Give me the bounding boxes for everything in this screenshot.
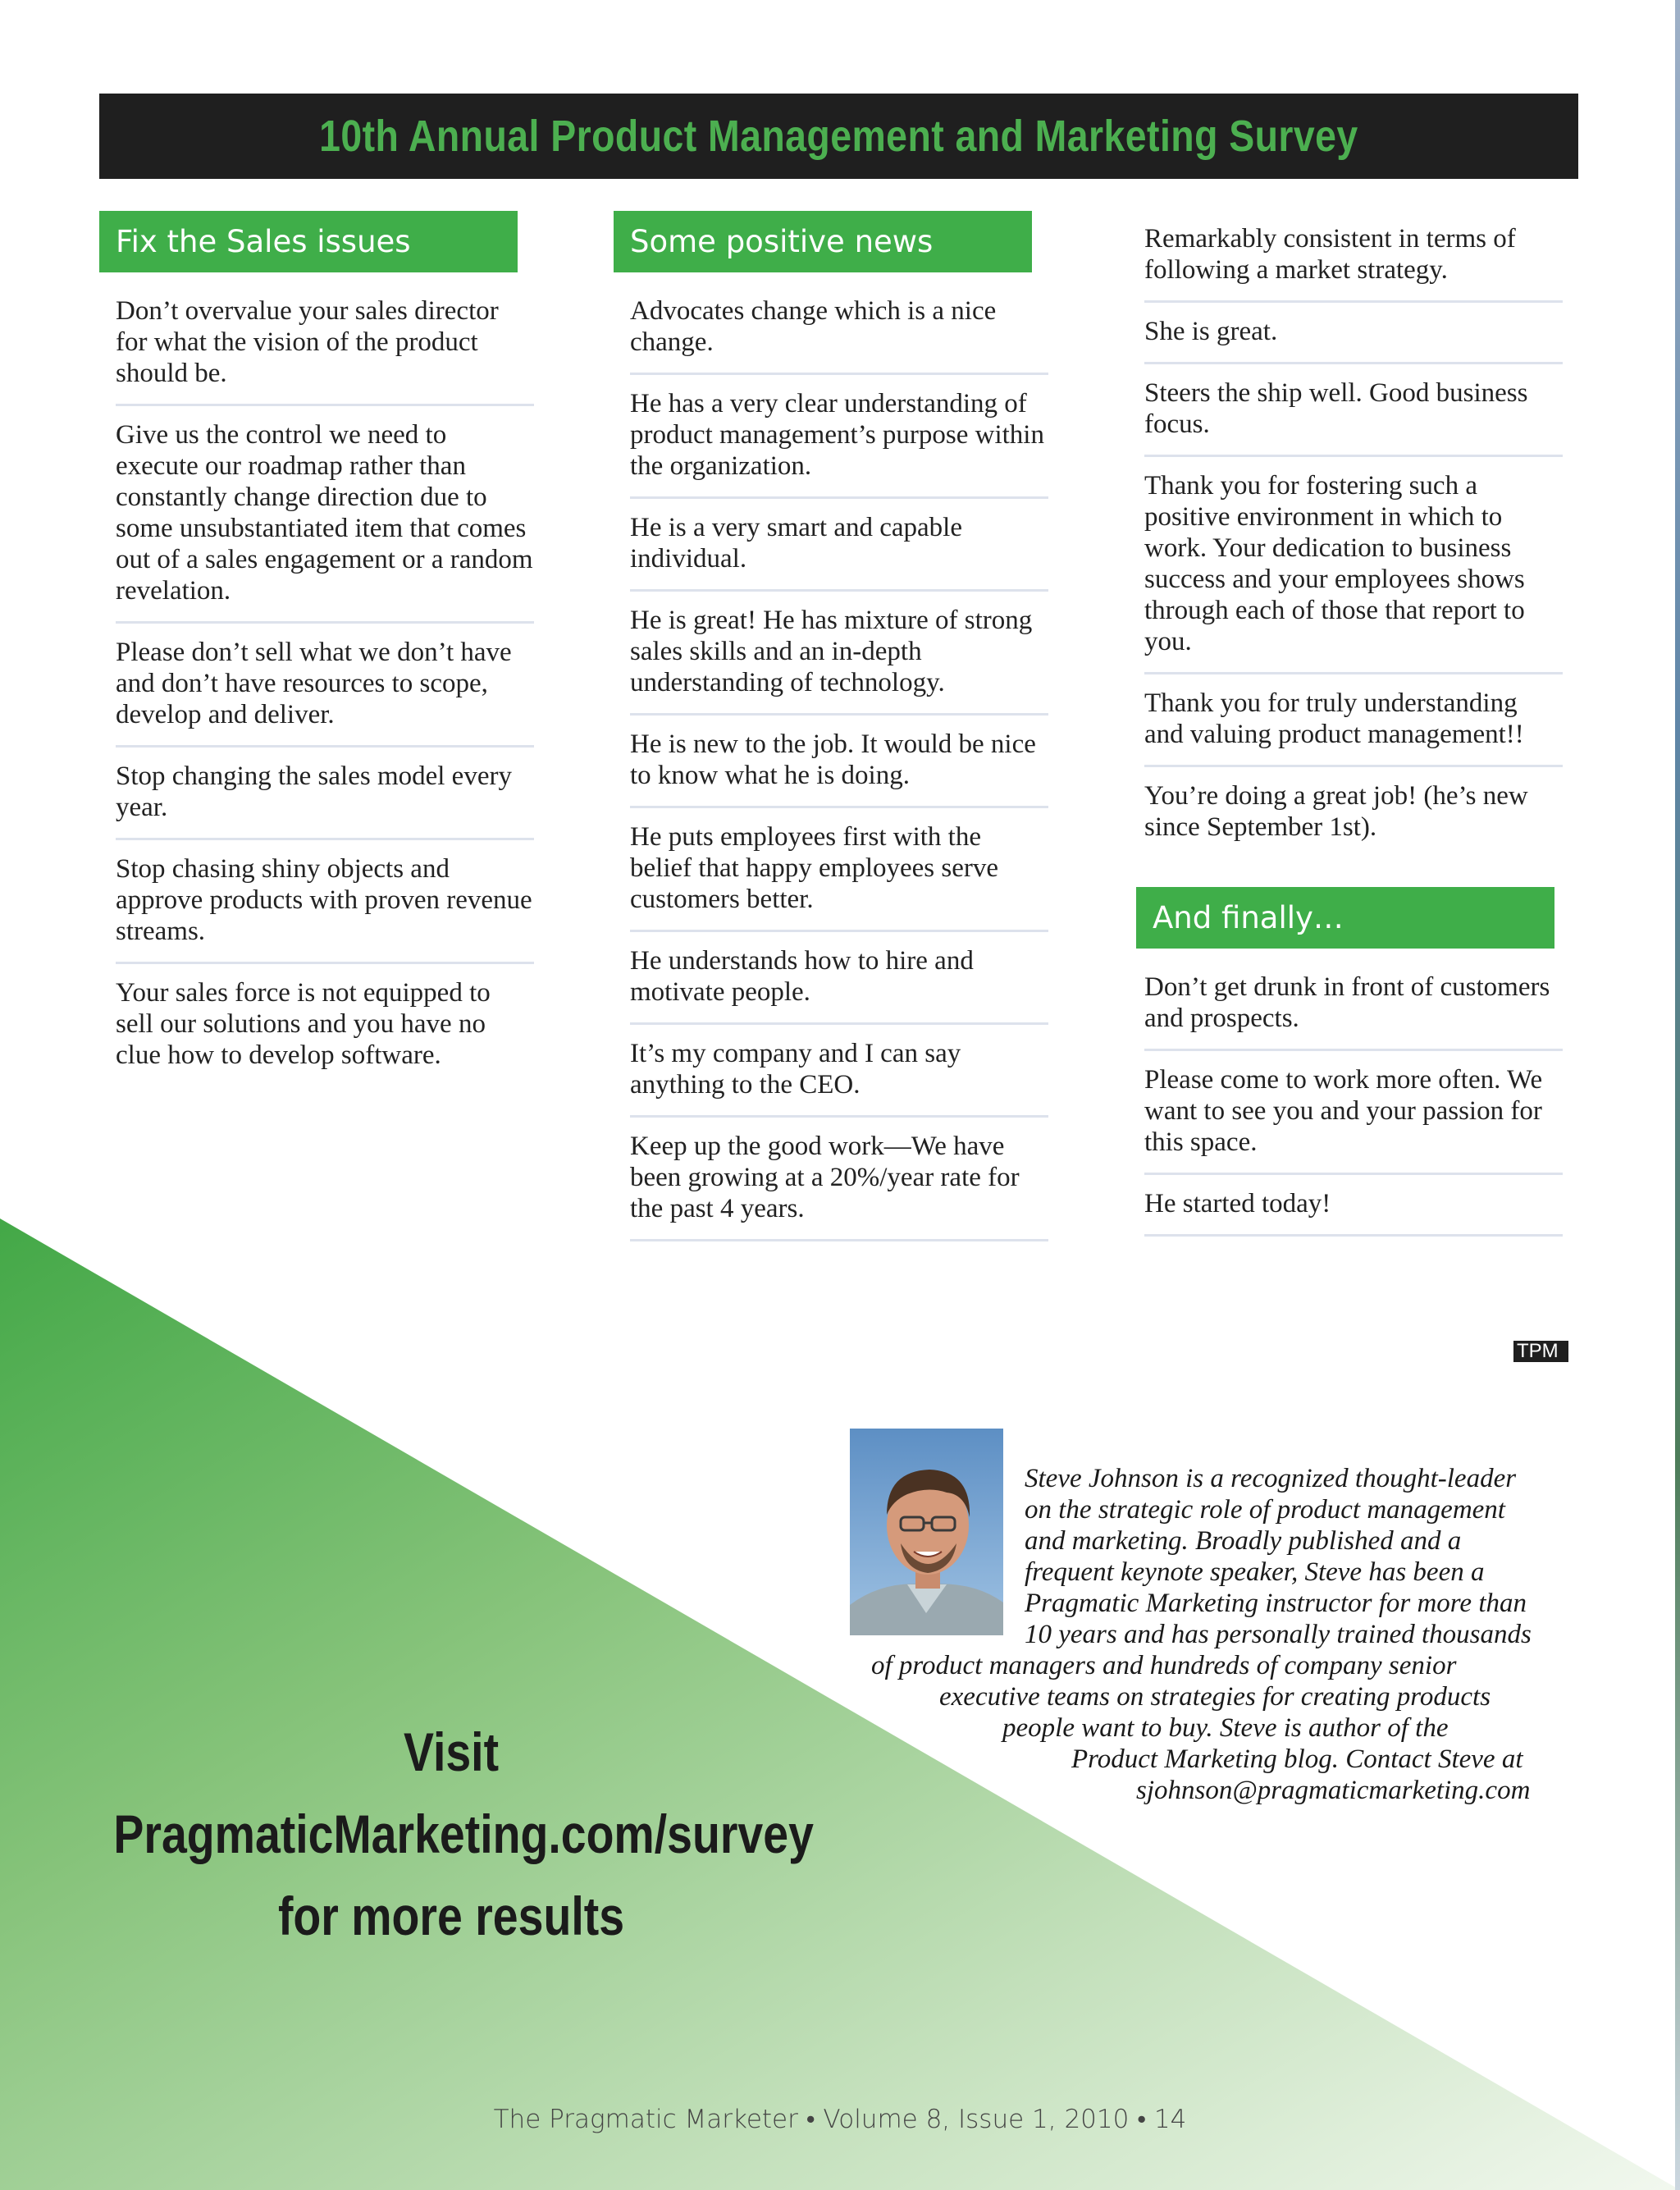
section-heading-positive: Some positive news — [614, 211, 1032, 272]
bio-line: frequent keynote speaker, Steve has been a — [1025, 1557, 1485, 1587]
list-item: Thank you for truly understanding and valuing product management!! — [1144, 674, 1563, 767]
positive-news-column — [614, 211, 1048, 1241]
list-item: Steers the ship well. Good business focus. — [1144, 364, 1563, 457]
section-heading-finally: And finally… — [1136, 887, 1554, 949]
list-item: Please don’t sell what we don’t have and don’t have resources to scope, develop and deliver. — [116, 624, 534, 748]
promo-line: Visit — [403, 1721, 500, 1782]
list-item: Don’t overvalue your sales director for what the vision of the product should be. — [116, 282, 534, 406]
bio-line: Pragmatic Marketing instructor for more than — [1025, 1589, 1527, 1618]
list-item: Don’t get drunk in front of customers and prospects. — [1144, 958, 1563, 1051]
promo-url[interactable]: PragmaticMarketing.com/survey — [113, 1804, 814, 1864]
list-item: He started today! — [1144, 1175, 1563, 1237]
list-item: Please come to work more often. We want to see you and your passion for this space. — [1144, 1051, 1563, 1175]
section-heading-sales: Fix the Sales issues — [99, 211, 518, 272]
list-item: Stop chasing shiny objects and approve products with proven revenue streams. — [116, 840, 534, 964]
promo-line: for more results — [277, 1886, 625, 1946]
bio-line: Product Marketing blog. Contact Steve at — [1071, 1744, 1523, 1774]
survey-title: 10th Annual Product Management and Marketing Survey — [319, 112, 1358, 161]
list-item: Stop changing the sales model every year. — [116, 748, 534, 840]
list-item: Give us the control we need to execute our roadmap rather than constantly change direction due to some unsubstantiated item that comes out of a sales engagement or a random revelation. — [116, 406, 534, 624]
list-item: He is new to the job. It would be nice to know what he is doing. — [630, 716, 1048, 808]
survey-title-bar — [99, 94, 1578, 179]
list-item: Remarkably consistent in terms of following a market strategy. — [1144, 223, 1563, 303]
author-photo — [850, 1429, 1003, 1635]
list-item: Thank you for fostering such a positive environment in which to work. Your dedication to business success and your employees shows through each of those that report to you. — [1144, 457, 1563, 674]
list-item: He is a very smart and capable individual. — [630, 499, 1048, 592]
bio-email[interactable]: sjohnson@pragmaticmarketing.com — [1136, 1776, 1531, 1805]
list-item: He is great! He has mixture of strong sales skills and an in-depth understanding of technology. — [630, 592, 1048, 716]
bio-line: executive teams on strategies for creating products — [939, 1682, 1491, 1712]
list-item: He has a very clear understanding of product management’s purpose within the organization. — [630, 375, 1048, 499]
bio-line: and marketing. Broadly published and a — [1025, 1526, 1462, 1556]
survey-promo — [49, 1711, 853, 1957]
list-item: You’re doing a great job! (he’s new since September 1st). — [1144, 781, 1528, 842]
sales-issues-column — [99, 211, 534, 1086]
list-item: He puts employees first with the belief that happy employees serve customers better. — [630, 808, 1048, 932]
list-item: Keep up the good work—We have been growing at a 20%/year rate for the past 4 years. — [630, 1118, 1048, 1241]
end-mark: TPM — [1513, 1341, 1568, 1362]
positive-news-continued-column — [1128, 223, 1563, 1237]
list-item: She is great. — [1144, 303, 1563, 364]
bio-line: 10 years and has personally trained thousands — [1025, 1620, 1532, 1649]
bio-line: on the strategic role of product management — [1025, 1495, 1505, 1525]
list-item: Advocates change which is a nice change. — [630, 282, 1048, 375]
page-footer: The Pragmatic Marketer • Volume 8, Issue 1, 2010 • 14 — [493, 2105, 1187, 2134]
right-edge-strip — [1675, 0, 1680, 2190]
bio-line: Steve Johnson is a recognized thought-leader — [1025, 1464, 1517, 1493]
bio-line: people want to buy. Steve is author of the — [1002, 1713, 1449, 1743]
list-item: It’s my company and I can say anything to the CEO. — [630, 1025, 1048, 1118]
bio-line: of product managers and hundreds of company senior — [871, 1651, 1457, 1680]
list-item: He understands how to hire and motivate people. — [630, 932, 1048, 1025]
list-item: Your sales force is not equipped to sell our solutions and you have no clue how to develop software. — [116, 978, 491, 1070]
